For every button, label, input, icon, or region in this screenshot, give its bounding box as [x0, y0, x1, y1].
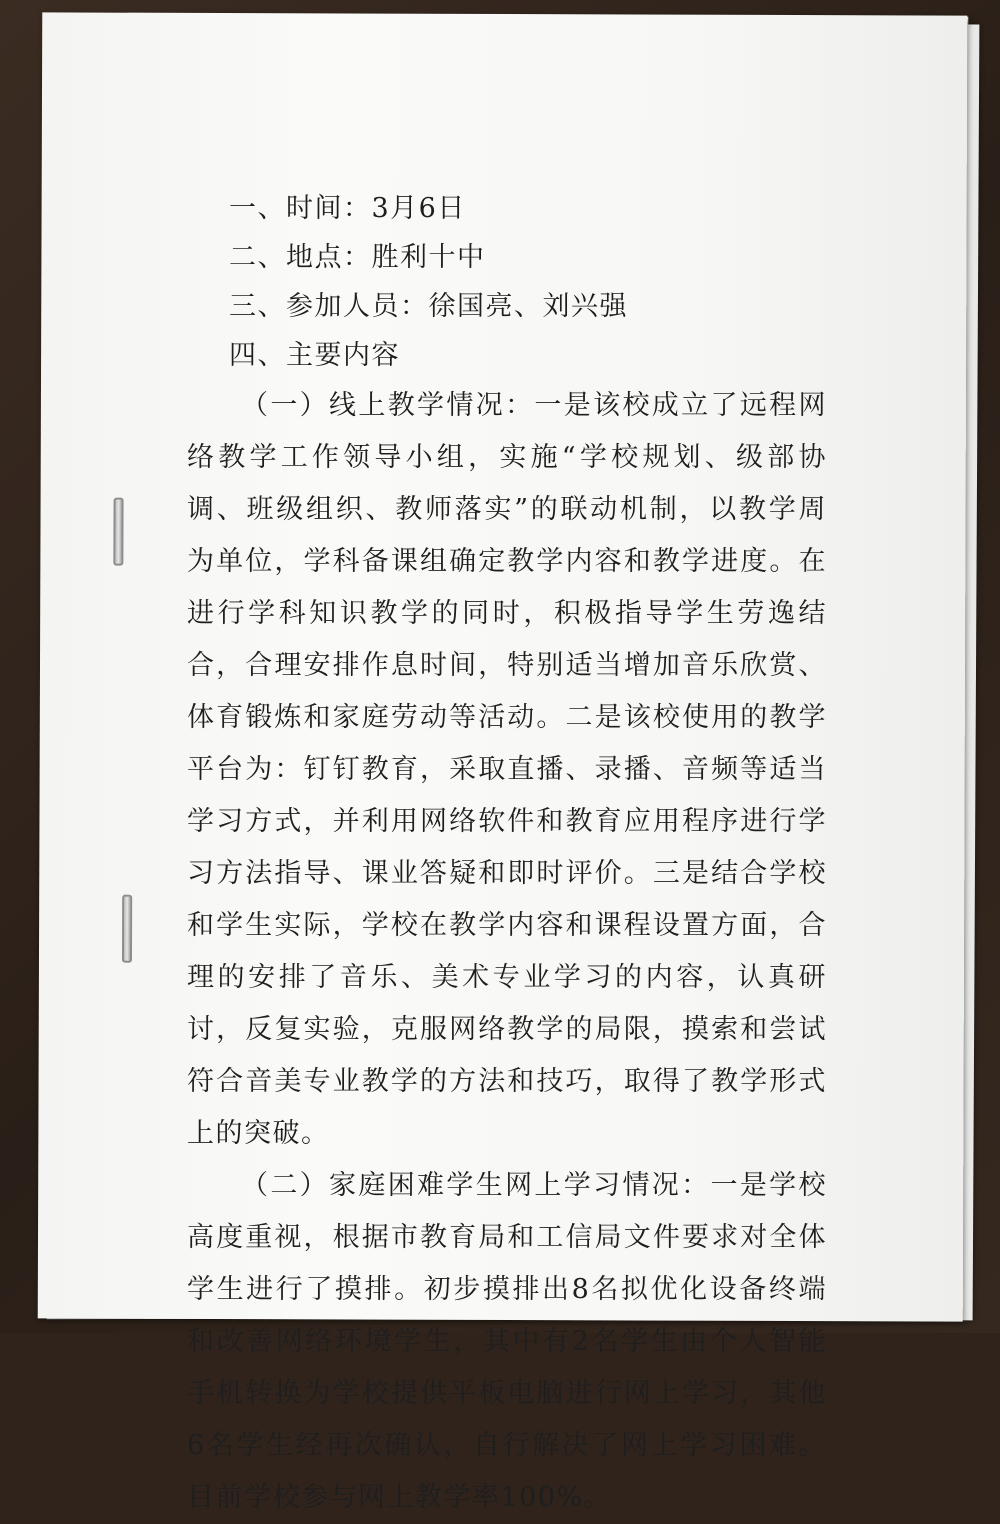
staple-icon	[113, 498, 123, 566]
heading-location: 二、地点：胜利十中	[229, 242, 486, 273]
staple-icon	[122, 895, 132, 963]
heading-main-content: 四、主要内容	[229, 340, 400, 371]
document-body	[187, 184, 827, 1524]
heading-participants: 三、参加人员：徐国亮、刘兴强	[229, 291, 628, 322]
paragraph-online-teaching: （一）线上教学情况：一是该校成立了远程网络教学工作领导小组，实施“学校规划、级部协调、班级组织、教师落实”的联动机制，以教学周为单位，学科备课组确定教学内容和教学进度。在进行学科知识教学的同时，积极指导学生劳逸结合，合理安排作息时间，特别适当增加音乐欣赏、体育锻炼和家庭劳动等活动。二是该校使用的教学平台为：钉钉教育，采取直播、录播、音频等适当学习方式，并利用网络软件和教育应用程序进行学习方法指导、课业答疑和即时评价。三是结合学校和学生实际，学校在教学内容和课程设置方面，合理的安排了音乐、美术专业学习的内容，认真研讨，反复实验，克服网络教学的局限，摸索和尝试符合音美专业教学的方法和技巧，取得了教学形式上的突破。	[187, 390, 827, 1149]
paragraph-needy-students: （二）家庭困难学生网上学习情况：一是学校高度重视，根据市教育局和工信局文件要求对全体学生进行了摸排。初步摸排出8名拟优化设备终端和改善网络环境学生，其中有2名学生由个人智能手机转换为学校提供平板电脑进行网上学习，其他6名学生经再次确认，自行解决了网上学习困难。目前学校参与网上教学率100%。	[187, 1170, 827, 1513]
heading-time: 一、时间：3月6日	[229, 193, 466, 224]
